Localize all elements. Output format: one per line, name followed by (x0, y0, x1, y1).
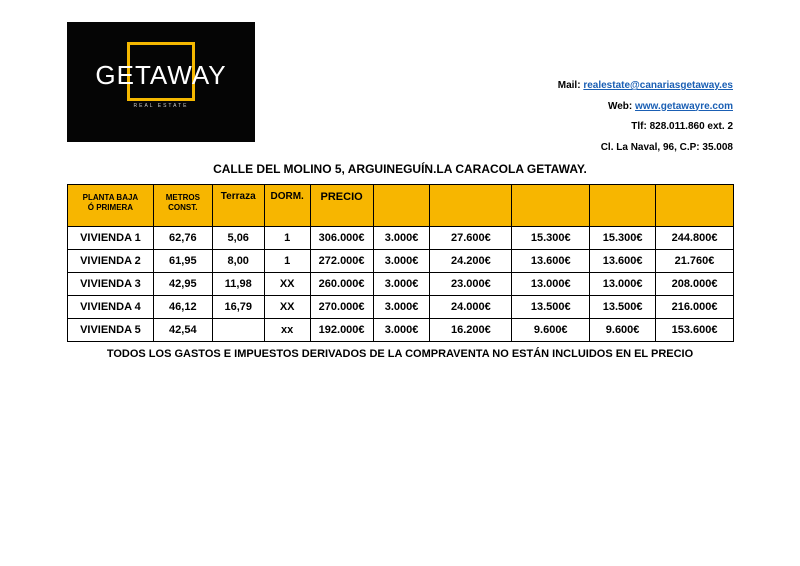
table-cell: 13.600€ (512, 250, 590, 273)
table-row (68, 319, 734, 342)
table-cell: 3.000€ (373, 273, 430, 296)
table-cell: 62,76 (153, 227, 212, 250)
web-link[interactable]: www.getawayre.com (635, 100, 733, 112)
table-cell: 244.800€ (656, 227, 734, 250)
table-cell: 208.000€ (656, 273, 734, 296)
table-cell: 16,79 (212, 296, 264, 319)
mail-link[interactable]: realestate@canariasgetaway.es (583, 80, 733, 91)
getaway-logo (67, 22, 255, 142)
table-cell: 1 (264, 250, 310, 273)
table-cell: 3.000€ (373, 250, 430, 273)
table-cell: XX (264, 273, 310, 296)
table-cell: 27.600€ (430, 227, 512, 250)
table-cell: 16.200€ (430, 319, 512, 342)
table-cell: 23.000€ (430, 273, 512, 296)
table-cell: 1 (264, 227, 310, 250)
table-cell: 9.600€ (512, 319, 590, 342)
table-cell: 270.000€ (310, 296, 373, 319)
web-label: Web: (607, 100, 633, 112)
table-cell: 13.500€ (590, 296, 656, 319)
table-cell: 192.000€ (310, 319, 373, 342)
table-cell: 13.600€ (590, 250, 656, 273)
table-cell: VIVIENDA 3 (68, 273, 154, 296)
contact-address: Cl. La Naval, 96, C.P: 35.008 (600, 141, 733, 153)
header-planta (68, 185, 154, 227)
contact-mail (558, 80, 733, 101)
logo-wordmark: GETAWAY (95, 60, 227, 90)
table-cell: 24.000€ (430, 296, 512, 319)
table-cell: 61,95 (153, 250, 212, 273)
table-cell: 153.600€ (656, 319, 734, 342)
header-empty-5 (656, 185, 734, 227)
table-cell: 15.300€ (590, 227, 656, 250)
table-cell: VIVIENDA 4 (68, 296, 154, 319)
table-cell: 306.000€ (310, 227, 373, 250)
header-precio: PRECIO (310, 185, 373, 227)
header-planta-line2: Ó PRIMERA (87, 203, 134, 212)
table-cell: xx (264, 319, 310, 342)
header-empty-3 (512, 185, 590, 227)
header-metros-line2: CONST. (168, 203, 198, 212)
table-cell: 272.000€ (310, 250, 373, 273)
table-row (68, 227, 734, 250)
table-cell: 13.000€ (590, 273, 656, 296)
table-cell: 15.300€ (512, 227, 590, 250)
price-table (67, 184, 734, 342)
table-cell: 42,95 (153, 273, 212, 296)
header-planta-line1: PLANTA BAJA (82, 193, 139, 202)
table-cell: 13.000€ (512, 273, 590, 296)
table-cell: 11,98 (212, 273, 264, 296)
table-cell: 3.000€ (373, 227, 430, 250)
table-cell: 8,00 (212, 250, 264, 273)
table-cell: 260.000€ (310, 273, 373, 296)
table-row (68, 250, 734, 273)
mail-label: Mail: (557, 80, 581, 91)
logo-frame-bottom (127, 98, 195, 101)
header-empty-1 (373, 185, 430, 227)
table-cell: 42,54 (153, 319, 212, 342)
table-row (68, 273, 734, 296)
table-cell: 13.500€ (512, 296, 590, 319)
table-cell: 21.760€ (656, 250, 734, 273)
header-empty-2 (430, 185, 512, 227)
table-cell (212, 319, 264, 342)
table-cell: 5,06 (212, 227, 264, 250)
logo-subtitle: REAL ESTATE (133, 103, 189, 109)
table-cell: 9.600€ (590, 319, 656, 342)
table-cell: VIVIENDA 5 (68, 319, 154, 342)
table-cell: 24.200€ (430, 250, 512, 273)
table-header-row (68, 185, 734, 227)
header-terraza: Terraza (212, 185, 264, 227)
header-dorm: DORM. (264, 185, 310, 227)
table-cell: 3.000€ (373, 319, 430, 342)
contact-web (558, 101, 733, 122)
table-cell: 3.000€ (373, 296, 430, 319)
contact-info (558, 80, 733, 162)
page-title: CALLE DEL MOLINO 5, ARGUINEGUÍN.LA CARACOLA GETAWAY. (213, 162, 587, 176)
table-cell: 216.000€ (656, 296, 734, 319)
table-row (68, 296, 734, 319)
table-cell: VIVIENDA 2 (68, 250, 154, 273)
header-metros (153, 185, 212, 227)
header-metros-line1: METROS (165, 193, 200, 202)
disclaimer-text: TODOS LOS GASTOS E IMPUESTOS DERIVADOS DE LA COMPRAVENTA NO ESTÁN INCLUIDOS EN EL PRECIO (106, 348, 694, 360)
table-cell: VIVIENDA 1 (68, 227, 154, 250)
header-empty-4 (590, 185, 656, 227)
table-cell: XX (264, 296, 310, 319)
contact-phone: Tlf: 828.011.860 ext. 2 (631, 121, 733, 132)
table-cell: 46,12 (153, 296, 212, 319)
